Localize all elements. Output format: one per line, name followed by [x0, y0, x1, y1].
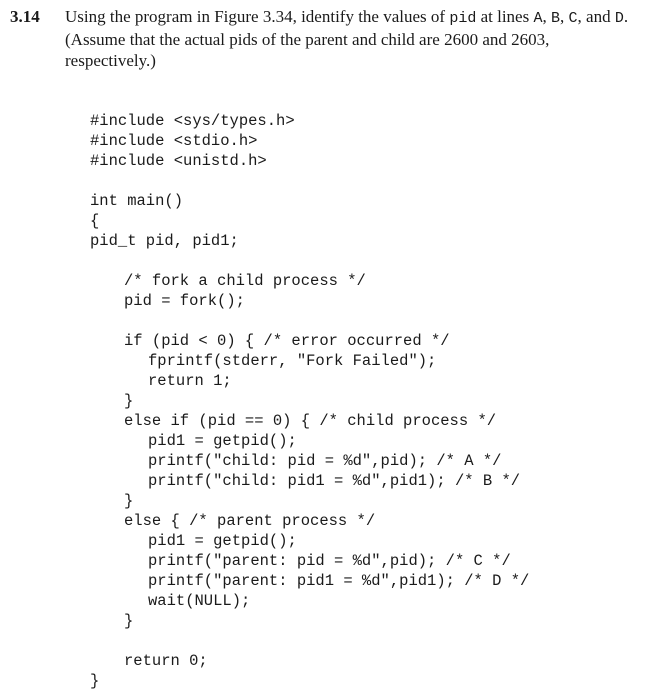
question-text: ,	[542, 7, 551, 26]
code-line-parent-getpid: pid1 = getpid();	[148, 532, 297, 550]
code-line-else-parent: else { /* parent process */	[124, 512, 376, 530]
code-line-declaration: pid_t pid, pid1;	[90, 232, 239, 250]
code-line-include-unistd: #include <unistd.h>	[90, 152, 267, 170]
exercise-question	[65, 6, 635, 71]
question-code-c: C	[568, 10, 578, 27]
question-text: , and	[577, 7, 615, 26]
code-line-fork-call: pid = fork();	[124, 292, 245, 310]
question-text: Using the program in Figure 3.34, identify the values of	[65, 7, 450, 26]
code-line-main-signature: int main()	[90, 192, 184, 210]
code-line-parent-printf-d: printf("parent: pid1 = %d",pid1); /* D */	[148, 572, 530, 590]
question-code-b: B	[551, 10, 561, 27]
code-line-include-sys-types: #include <sys/types.h>	[90, 112, 295, 130]
code-line-fprintf: fprintf(stderr, "Fork Failed");	[148, 352, 437, 370]
question-text: ,	[560, 7, 569, 26]
code-line-child-printf-b: printf("child: pid1 = %d",pid1); /* B */	[148, 472, 521, 490]
code-line-fork-comment: /* fork a child process */	[124, 272, 366, 290]
code-line-else-if-child: else if (pid == 0) { /* child process */	[124, 412, 497, 430]
code-line-main-open-brace: {	[90, 212, 100, 230]
question-code-d: D	[614, 10, 624, 27]
code-line-if-error: if (pid < 0) { /* error occurred */	[124, 332, 450, 350]
question-text: . (Assume that the actual pids of the parent and child are 2600 and 2603, respectively.)	[65, 7, 629, 70]
code-line-child-getpid: pid1 = getpid();	[148, 432, 297, 450]
code-line-return-1: return 1;	[148, 372, 232, 390]
code-line-child-printf-a: printf("child: pid = %d",pid); /* A */	[148, 452, 502, 470]
question-code-pid: pid	[449, 10, 477, 27]
code-line-parent-printf-c: printf("parent: pid = %d",pid); /* C */	[148, 552, 511, 570]
exercise-number: 3.14	[10, 7, 40, 26]
code-line-include-stdio: #include <stdio.h>	[90, 132, 258, 150]
code-line-close-brace-parent: }	[124, 612, 134, 630]
code-line-main-close-brace: }	[90, 672, 100, 690]
code-line-return-0: return 0;	[124, 652, 208, 670]
question-code-a: A	[533, 10, 543, 27]
code-line-close-brace-if: }	[124, 392, 134, 410]
code-line-close-brace-child: }	[124, 492, 134, 510]
question-text: at lines	[476, 7, 534, 26]
code-line-wait: wait(NULL);	[148, 592, 251, 610]
